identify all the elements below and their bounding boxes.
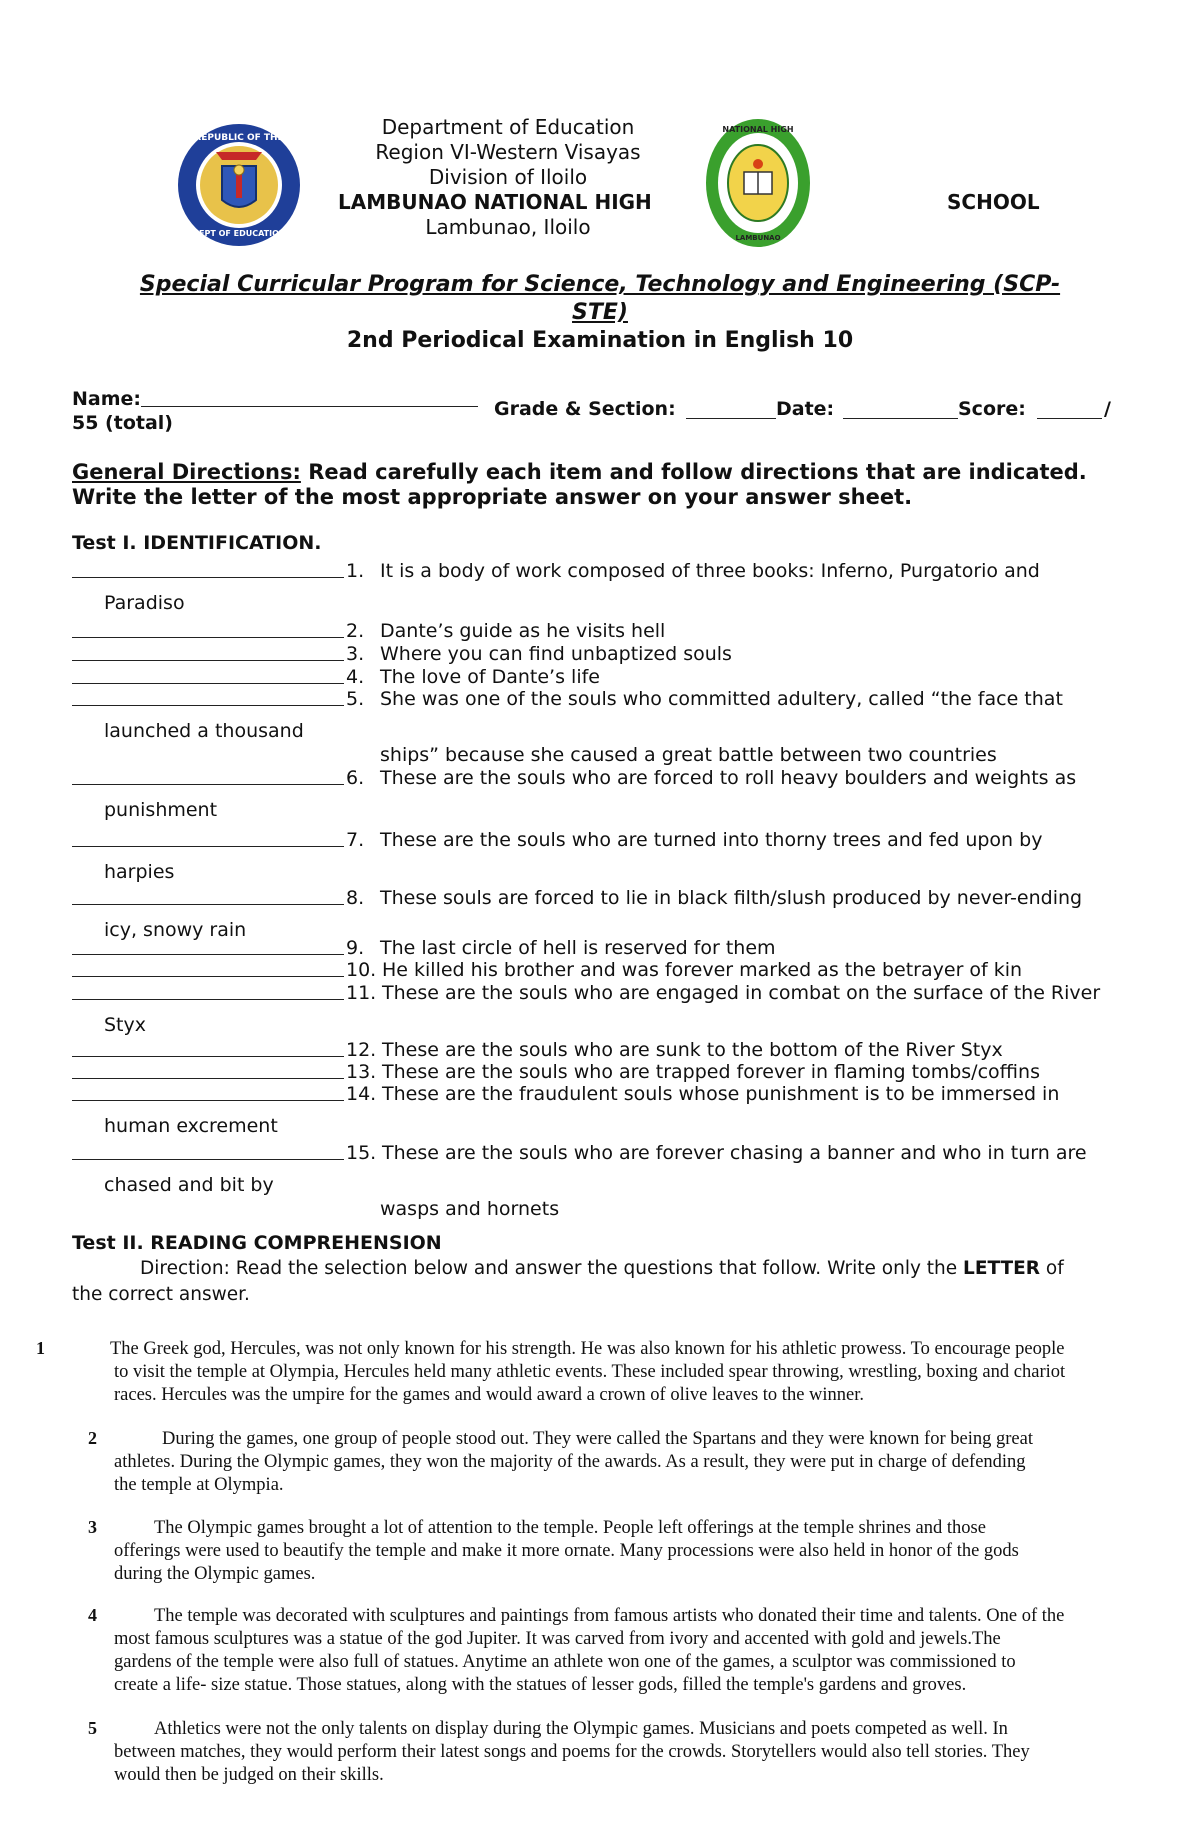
item-question: These are the souls who are forever chasing a banner and who in turn are — [382, 1142, 1087, 1164]
school-seal-icon — [706, 118, 810, 248]
answer-blank[interactable] — [72, 705, 344, 706]
answer-blank[interactable] — [72, 1078, 344, 1079]
region-line: Region VI-Western Visayas — [375, 140, 641, 164]
item-number: 3. — [346, 643, 365, 665]
item-question: These are the souls who are engaged in combat on the surface of the River — [382, 982, 1101, 1004]
item-question: These souls are forced to lie in black filth/slush produced by never-ending — [380, 887, 1083, 909]
item-question: The love of Dante’s life — [380, 666, 600, 688]
test2-direction-tail: of — [1040, 1258, 1064, 1279]
paragraph-line: Athletics were not the only talents on display during the Olympic games. Musicians and poets competed as well. In — [154, 1719, 1008, 1739]
score-field[interactable] — [1037, 418, 1102, 419]
score-slash: / — [1104, 398, 1111, 420]
item-question-continued: launched a thousand — [104, 720, 304, 742]
paragraph-line: most famous sculptures was a statue of the god Jupiter. It was carved from ivory and accented with gold and jewels.The — [114, 1629, 1001, 1649]
paragraph-line: the temple at Olympia. — [114, 1475, 284, 1495]
item-question-continued: wasps and hornets — [380, 1198, 560, 1220]
item-question: These are the fraudulent souls whose punishment is to be immersed in — [382, 1083, 1060, 1105]
answer-blank[interactable] — [72, 976, 344, 977]
paragraph-line: during the Olympic games. — [114, 1564, 316, 1584]
test2-direction-text: Direction: Read the selection below and answer the questions that follow. Write only the — [140, 1258, 964, 1279]
paragraph-number: 3 — [88, 1517, 97, 1537]
answer-blank[interactable] — [72, 954, 344, 955]
item-question: These are the souls who are turned into thorny trees and fed upon by — [380, 829, 1043, 851]
svg-text:NATIONAL HIGH: NATIONAL HIGH — [722, 125, 794, 134]
exam-title: 2nd Periodical Examination in English 10 — [346, 328, 854, 353]
school-seal — [706, 118, 810, 248]
item-question: These are the souls who are forced to roll heavy boulders and weights as — [380, 767, 1077, 789]
general-directions-line2: Write the letter of the most appropriate answer on your answer sheet. — [72, 485, 913, 509]
paragraph-number: 1 — [36, 1338, 45, 1358]
answer-blank[interactable] — [72, 784, 344, 785]
answer-blank[interactable] — [72, 1056, 344, 1057]
date-label: Date: — [776, 398, 835, 420]
answer-blank[interactable] — [72, 1100, 344, 1101]
item-number: 2. — [346, 620, 365, 642]
program-title-line1: Special Curricular Program for Science, Technology and Engineering (SCP- — [139, 272, 1061, 297]
paragraph-line: The temple was decorated with sculptures and paintings from famous artists who donated their time and talents. One of the — [154, 1606, 1065, 1626]
svg-text:DEPT OF EDUCATION: DEPT OF EDUCATION — [192, 229, 286, 238]
item-number: 1. — [346, 560, 365, 582]
name-label: Name: — [72, 388, 142, 410]
paragraph-line: would then be judged on their skills. — [114, 1765, 384, 1785]
item-question: He killed his brother and was forever marked as the betrayer of kin — [382, 959, 1023, 981]
paragraph-line: offerings were used to beautify the temple and make it more ornate. Many processions were also held in honor of the gods — [114, 1541, 1019, 1561]
item-number: 11. — [346, 982, 377, 1004]
answer-blank[interactable] — [72, 999, 344, 1000]
item-number: 7. — [346, 829, 365, 851]
item-question: It is a body of work composed of three books: Inferno, Purgatorio and — [380, 560, 1040, 582]
paragraph-line: The Greek god, Hercules, was not only known for his strength. He was also known for his athletic prowess. To encourage people — [110, 1339, 1065, 1359]
score-label: Score: — [958, 398, 1026, 420]
item-number: 4. — [346, 666, 365, 688]
item-question-continued: Styx — [104, 1014, 146, 1036]
general-directions-label: General Directions: — [72, 460, 301, 484]
school-name-left: LAMBUNAO NATIONAL HIGH — [338, 190, 652, 214]
division-line: Division of Iloilo — [428, 165, 588, 189]
item-number: 14. — [346, 1083, 377, 1105]
answer-blank[interactable] — [72, 1159, 344, 1160]
item-number: 8. — [346, 887, 365, 909]
item-number: 9. — [346, 937, 365, 959]
item-question-continued: punishment — [104, 799, 218, 821]
item-question-continued: chased and bit by — [104, 1174, 274, 1196]
test1-title: Test I. IDENTIFICATION. — [72, 532, 322, 554]
paragraph-line: races. Hercules was the umpire for the games and would award a crown of olive leaves to the winner. — [114, 1385, 865, 1405]
paragraph-line: between matches, they would perform their latest songs and poems for the crowds. Storytellers would also tell stories. They — [114, 1742, 1030, 1762]
item-question: She was one of the souls who committed adultery, called “the face that — [380, 688, 1063, 710]
item-number: 15. — [346, 1142, 377, 1164]
svg-text:REPUBLIC OF THE: REPUBLIC OF THE — [194, 133, 284, 143]
paragraph-line: athletes. During the Olympic games, they won the majority of the awards. As a result, they were put in charge of defending — [114, 1452, 1026, 1472]
general-directions-text: Read carefully each item and follow directions that are indicated. — [300, 460, 1087, 484]
location-line: Lambunao, Iloilo — [425, 215, 591, 239]
item-question-continued: harpies — [104, 861, 175, 883]
answer-blank[interactable] — [72, 660, 344, 661]
dept-line: Department of Education — [381, 115, 635, 139]
item-number: 10. — [346, 959, 377, 981]
test2-title: Test II. READING COMPREHENSION — [72, 1232, 442, 1254]
paragraph-line: to visit the temple at Olympia, Hercules held many athletic events. These included spear throwing, wrestling, boxing and chariot — [114, 1362, 1066, 1382]
item-number: 5. — [346, 688, 365, 710]
paragraph-line: gardens of the temple were also full of statues. Anytime an athlete won one of the games, a sculptor was commissioned to — [114, 1652, 1016, 1672]
paragraph-number: 2 — [88, 1428, 97, 1448]
item-number: 13. — [346, 1061, 377, 1083]
item-question-continued: ships” because she caused a great battle between two countries — [380, 744, 997, 766]
item-question-continued: human excrement — [104, 1115, 278, 1137]
item-question-continued: Paradiso — [104, 592, 185, 614]
test2-direction-line2: the correct answer. — [72, 1284, 250, 1305]
date-field[interactable] — [843, 418, 958, 419]
item-question: Where you can find unbaptized souls — [380, 643, 732, 665]
paragraph-number: 5 — [88, 1718, 97, 1738]
paragraph-line: The Olympic games brought a lot of attention to the temple. People left offerings at the temple shrines and those — [154, 1518, 986, 1538]
deped-seal-icon — [176, 122, 302, 248]
item-question: These are the souls who are sunk to the bottom of the River Styx — [382, 1039, 1003, 1061]
item-question-continued: icy, snowy rain — [104, 919, 247, 941]
svg-text:LAMBUNAO: LAMBUNAO — [735, 234, 781, 242]
general-directions — [72, 460, 1087, 484]
score-total: 55 (total) — [72, 412, 173, 434]
name-field[interactable] — [141, 406, 478, 407]
answer-blank[interactable] — [72, 637, 344, 638]
school-name-right: SCHOOL — [947, 190, 1040, 214]
test2-direction — [140, 1258, 1064, 1279]
item-question: These are the souls who are trapped forever in flaming tombs/coffins — [382, 1061, 1040, 1083]
paragraph-number: 4 — [88, 1605, 97, 1625]
deped-seal — [176, 122, 302, 248]
paragraph-line: During the games, one group of people stood out. They were called the Spartans and they were known for being great — [162, 1429, 1033, 1449]
answer-blank[interactable] — [72, 904, 344, 905]
test2-direction-bold: LETTER — [963, 1258, 1041, 1279]
item-number: 12. — [346, 1039, 377, 1061]
answer-blank[interactable] — [72, 577, 344, 578]
answer-blank[interactable] — [72, 683, 344, 684]
grade-section-field[interactable] — [686, 418, 776, 419]
grade-section-label: Grade & Section: — [494, 398, 676, 420]
paragraph-line: create a life- size statue. Those statues, along with the statues of lesser gods, filled the temple's gardens and groves. — [114, 1675, 967, 1695]
item-number: 6. — [346, 767, 365, 789]
item-question: The last circle of hell is reserved for them — [380, 937, 776, 959]
program-title-line2: STE) — [572, 300, 628, 325]
answer-blank[interactable] — [72, 846, 344, 847]
item-question: Dante’s guide as he visits hell — [380, 620, 666, 642]
